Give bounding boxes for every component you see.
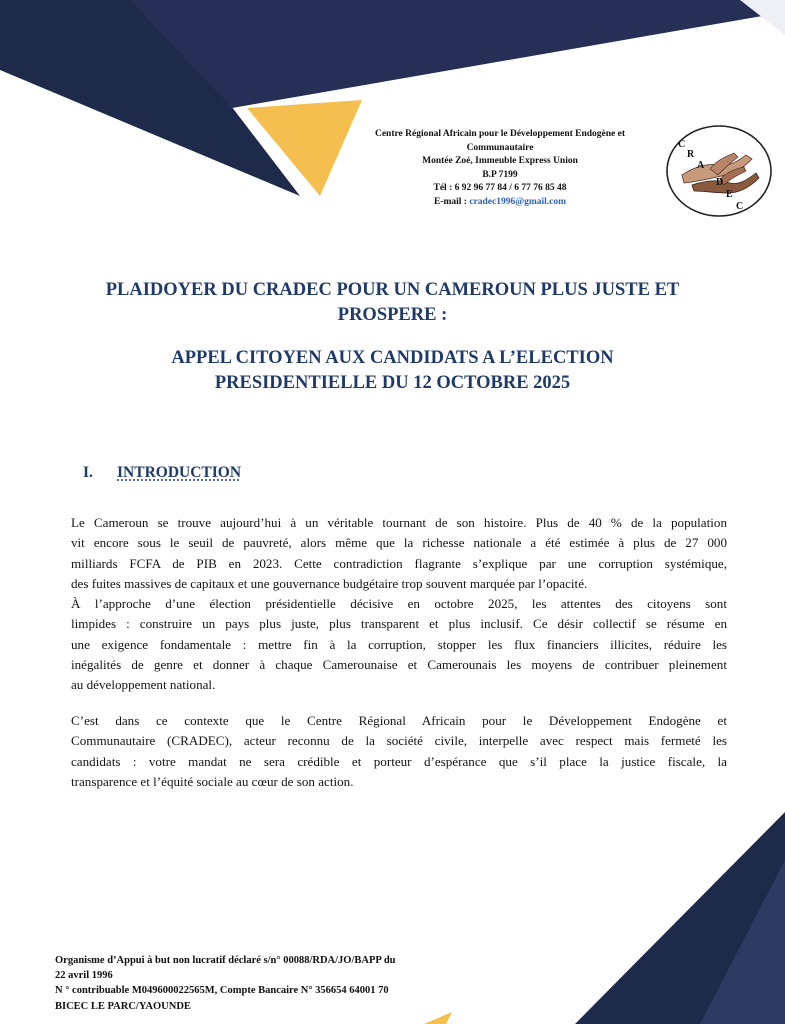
logo-letter-r: R [687,149,695,160]
section-title: INTRODUCTION [117,464,242,481]
paragraph-line: À l’approche d’une élection présidentielle décisive en octobre 2025, les attentes des citoyens sont [71,596,727,612]
footer-line1: Organisme d’Appui à but non lucratif déclaré s/n° 00088/RDA/JO/BAPP du [55,955,396,966]
footer-line3: N ° contribuable M049600022565M, Compte Bancaire N° 356654 64001 70 [55,985,389,997]
paragraph-line: C’est dans ce contexte que le Centre Régional Africain pour le Développement Endogène et [71,713,727,728]
logo-letter-c1: C [678,139,686,150]
paragraph-line: des fuites massives de capitaux et une gouvernance budgétaire trop souvent marquée par l’opacité. [71,575,588,591]
paragraph-line: Le Cameroun se trouve aujourd’hui à un véritable tournant de son histoire. Plus de 40 % de la population [71,515,727,530]
paragraph-line: milliards FCFA de PIB en 2023. Cette contradiction flagrante s’explique par une corruption systémique, [71,555,727,571]
subtitle [40,346,745,396]
top-navy-band [130,0,785,108]
org-email-row [340,196,660,210]
footer-registration [55,953,396,1014]
main-title-line2: PROSPERE : [337,305,448,325]
org-phone: Tél : 6 92 96 77 84 / 6 77 76 85 48 [433,183,567,193]
main-title [40,278,745,328]
email-link[interactable]: cradec1996@gmail.com [469,196,567,207]
section-heading [83,464,241,482]
logo-letter-c2: C [736,201,744,212]
subtitle-line1: APPEL CITOYEN AUX CANDIDATS A L’ELECTION [171,348,614,368]
org-name-line1: Centre Régional Africain pour le Développement Endogène et [374,129,626,139]
paragraph-intro [71,513,727,696]
paragraph-line: au développement national. [71,677,216,693]
bottom-gold-triangle [424,1012,452,1024]
section-number: I. [83,464,93,481]
subtitle-line2: PRESIDENTIELLE DU 12 OCTOBRE 2025 [214,373,571,393]
paragraph-line: une exigence fondamentale : mettre fin à la corruption, stopper les flux financiers illicites, réduire les [71,636,727,652]
paragraph-line: Communautaire (CRADEC), acteur reconnu de la société civile, interpelle avec respect mais fermeté les [71,733,727,749]
paragraph-line: inégalités de genre et donner à chaque Camerounaise et Camerounais les moyens de contribuer pleinement [71,657,727,673]
org-po-box: B.P 7199 [482,169,518,180]
footer-line2: 22 avril 1996 [55,970,113,982]
organization-header [340,128,660,209]
org-name-line2: Communautaire [466,142,534,153]
cradec-logo [664,123,774,219]
paragraph-line: limpides : construire un pays plus juste, plus transparent et plus inclusif. Ce désir collectif se résume en [71,616,727,632]
paragraph-line: candidats : votre mandat ne sera crédible et porteur d’espérance que s’il place la justice fiscale, la [71,753,727,769]
logo-letter-d: D [716,177,724,188]
main-title-line1: PLAIDOYER DU CRADEC POUR UN CAMEROUN PLUS JUSTE ET [105,280,680,300]
org-address: Montée Zoé, Immeuble Express Union [422,156,578,166]
logo-letter-a: A [697,160,705,171]
paragraph-line: vit encore sous le seuil de pauvreté, alors même que la richesse nationale a été estimée à plus de 27 000 [71,535,727,551]
logo-letter-e: E [726,189,733,200]
paragraph-context [71,711,727,792]
email-label: E-mail : [433,196,470,207]
footer-line4: BICEC LE PARC/YAOUNDE [55,1000,191,1012]
paragraph-line: transparence et l’équité sociale au cœur de son action. [71,773,354,789]
